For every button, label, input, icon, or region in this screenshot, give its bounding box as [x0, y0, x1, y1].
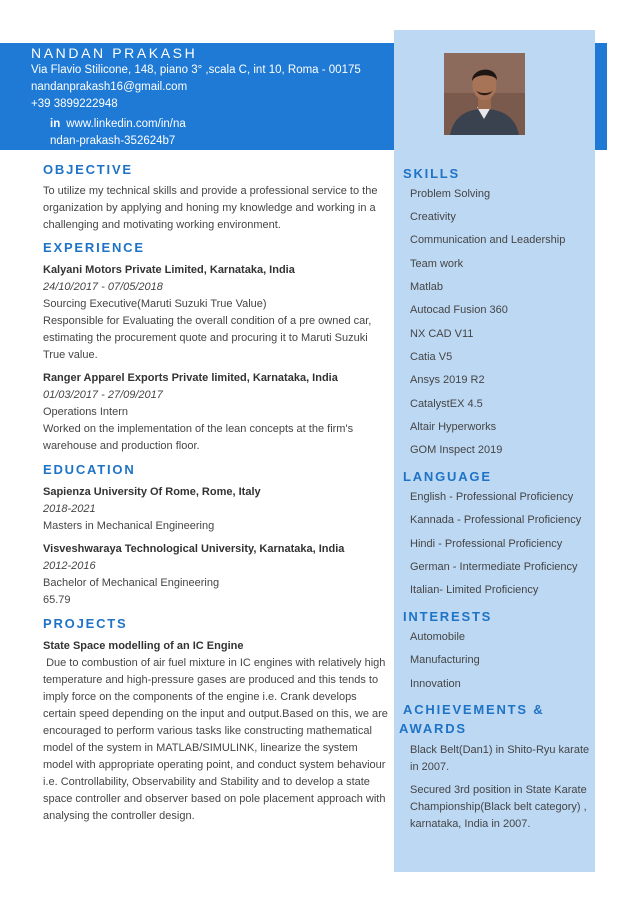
- language-item: Italian- Limited Proficiency: [410, 584, 539, 596]
- interest-item: Innovation: [410, 678, 461, 690]
- education-entry: [43, 541, 388, 609]
- skill-item: CatalystEX 4.5: [410, 398, 483, 410]
- linkedin-url-line2: ndan-prakash-352624b7: [50, 134, 176, 147]
- education-dates: 2012-2016: [43, 560, 96, 572]
- interest-item: Manufacturing: [410, 654, 480, 666]
- achievements-heading-line2: AWARDS: [399, 721, 467, 736]
- phone-text: +39 3899222948: [31, 98, 118, 110]
- experience-dates: 01/03/2017 - 27/09/2017: [43, 389, 163, 401]
- skills-heading: SKILLS: [403, 166, 461, 181]
- project-name: State Space modelling of an IC Engine: [43, 640, 244, 652]
- achievements-heading-line1: ACHIEVEMENTS &: [403, 702, 545, 717]
- achievement-item: Secured 3rd position in State Karate Championship(Black belt category) , karnataka, India in 2007.: [410, 784, 587, 830]
- objective-text: To utilize my technical skills and provide a professional service to the organization by applying and honing my knowledge and working in a challenging and motivating working environment.: [43, 185, 378, 231]
- profile-photo: [444, 53, 525, 135]
- skill-item: Ansys 2019 R2: [410, 374, 485, 386]
- objective-section: [43, 162, 388, 234]
- experience-role: Sourcing Executive(Maruti Suzuki True Value): [43, 298, 267, 310]
- language-item: English - Professional Proficiency: [410, 491, 574, 503]
- skill-item: Matlab: [410, 281, 444, 293]
- education-degree: Bachelor of Mechanical Engineering: [43, 577, 220, 589]
- experience-org: Ranger Apparel Exports Private limited, Karnataka, India: [43, 372, 338, 384]
- experience-entry: [43, 370, 388, 455]
- experience-org: Kalyani Motors Private Limited, Karnataka, India: [43, 264, 295, 276]
- skill-item: Problem Solving: [410, 188, 491, 200]
- address-text: Via Flavio Stilicone, 148, piano 3° ,scala C, int 10, Roma - 00175: [31, 64, 361, 76]
- education-heading: EDUCATION: [43, 462, 136, 477]
- experience-entry: [43, 262, 388, 364]
- experience-dates: 24/10/2017 - 07/05/2018: [43, 281, 163, 293]
- language-item: Hindi - Professional Proficiency: [410, 538, 563, 550]
- language-item: Kannada - Professional Proficiency: [410, 514, 582, 526]
- linkedin-link[interactable]: [50, 116, 186, 149]
- email-link[interactable]: nandanprakash16@gmail.com: [31, 81, 188, 93]
- projects-section: [43, 616, 391, 825]
- skill-item: Creativity: [410, 211, 456, 223]
- skill-item: GOM Inspect 2019: [410, 444, 503, 456]
- experience-section: [43, 240, 388, 455]
- education-grade: 65.79: [43, 594, 71, 606]
- education-degree: Masters in Mechanical Engineering: [43, 520, 215, 532]
- linkedin-url-line1: www.linkedin.com/in/na: [66, 118, 186, 130]
- skill-item: Communication and Leadership: [410, 234, 566, 246]
- education-dates: 2018-2021: [43, 503, 96, 515]
- education-institution: Sapienza University Of Rome, Rome, Italy: [43, 486, 261, 498]
- experience-heading: EXPERIENCE: [43, 240, 145, 255]
- achievement-item: Black Belt(Dan1) in Shito-Ryu karate in 2007.: [410, 744, 590, 773]
- skill-item: Autocad Fusion 360: [410, 304, 508, 316]
- interests-heading: INTERESTS: [403, 609, 493, 624]
- interest-item: Automobile: [410, 631, 466, 643]
- education-section: [43, 462, 388, 609]
- linkedin-icon: in: [50, 118, 61, 130]
- objective-heading: OBJECTIVE: [43, 162, 133, 177]
- projects-heading: PROJECTS: [43, 616, 128, 631]
- experience-description: Responsible for Evaluating the overall condition of a pre owned car, estimating the procurement quote and procuring it to Maruti Suzuki True value.: [43, 315, 372, 361]
- profile-photo-illustration: [444, 53, 525, 135]
- header-contact-block: [31, 44, 361, 113]
- experience-role: Operations Intern: [43, 406, 128, 418]
- language-heading: LANGUAGE: [403, 469, 492, 484]
- candidate-name: NANDAN PRAKASH: [31, 45, 198, 61]
- education-entry: [43, 484, 388, 535]
- experience-description: Worked on the implementation of the lean concepts at the firm's warehouse and production floor.: [43, 423, 354, 452]
- education-institution: Visveshwaraya Technological University, Karnataka, India: [43, 543, 345, 555]
- project-entry: [43, 638, 391, 825]
- skill-item: Altair Hyperworks: [410, 421, 497, 433]
- language-item: German - Intermediate Proficiency: [410, 561, 578, 573]
- project-description: Due to combustion of air fuel mixture in IC engines with relatively high temperature and high-pressure gases are produced and this tends to imply force on the components of the engine i.e. Crank develops certain speed depending on the input and output.Based on this, we are encouraged to perform various tasks like constructing mathematical model of the system in MATLAB/SIMULINK, linearize the system model with appropriate operating point, and conduct system behaviour i.e. Controllability, Observability and Stability and to develop a state space controller and observer based on pole placement approach with analysing the controller design.: [43, 657, 391, 822]
- skill-item: Team work: [410, 258, 464, 270]
- skill-item: Catia V5: [410, 351, 453, 363]
- skill-item: NX CAD V11: [410, 328, 474, 340]
